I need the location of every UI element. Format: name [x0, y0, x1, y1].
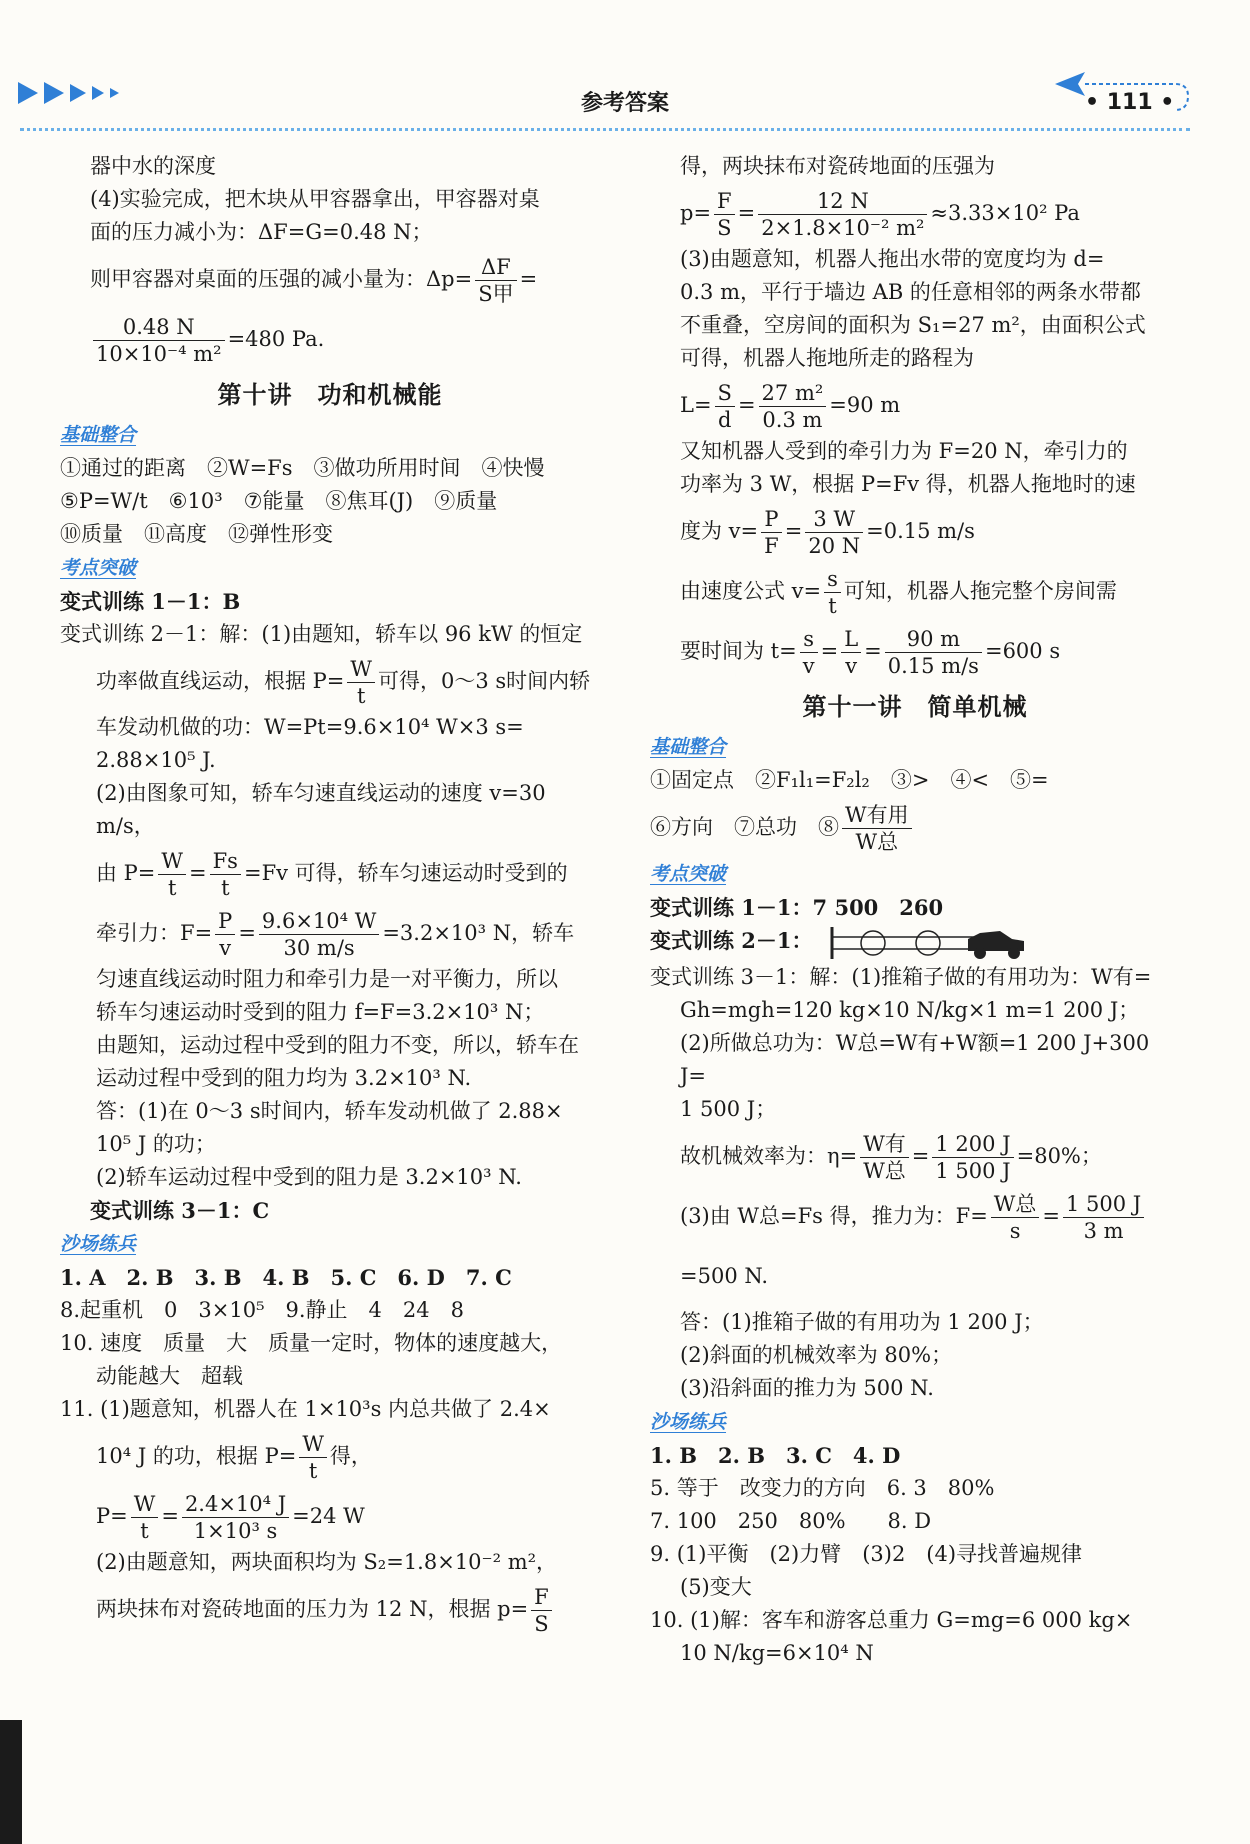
text-line: ①固定点 ②F₁l₁=F₂l₂ ③> ④< ⑤=	[650, 768, 1049, 792]
text-line: 不重叠，空房间的面积为 S₁=27 m²，由面积公式	[680, 313, 1146, 337]
text-line: 车发动机做的功：W=Pt=9.6×10⁴ W×3 s=	[96, 715, 524, 739]
text-line: 器中水的深度	[90, 154, 216, 178]
text-line: 轿车匀速运动时受到的阻力 f=F=3.2×10³ N；	[96, 1000, 545, 1024]
formula-line: 10⁴ J 的功，根据 P= $\frac{W}{t}$ 得，	[96, 1432, 372, 1483]
formula-line: 要时间为 t= $\frac{s}{v}$ = $\frac{L}{v}$ = $\frac{90 m}{0.15 m/s}$ =600 s	[680, 627, 1061, 678]
text-line: 10⁵ J 的功；	[96, 1132, 216, 1156]
answer-row: 9. (1)平衡 (2)力臂 (3)2 (4)寻找普遍规律	[650, 1541, 1083, 1566]
text-line: 变式训练 3－1：解：(1)推箱子做的有用功为：W有=	[650, 964, 1152, 989]
text-line: 由题知，运动过程中受到的阻力不变，所以，轿车在	[96, 1033, 579, 1057]
pulley-car-diagram-icon	[828, 925, 1028, 961]
text-line: (2)由题意知，两块面积均为 S₂=1.8×10⁻² m²，	[96, 1550, 558, 1574]
formula-line: (3)由 W总=Fs 得，推力为：F= $\frac{\text{W总}}{s}$ = $\frac{1 500 J}{3 m}$ =500 N.	[650, 1186, 1180, 1306]
text-line: 1 500 J；	[680, 1096, 777, 1121]
text-line: 2.88×10⁵ J.	[96, 748, 216, 772]
answer-row: 动能越大 超载	[96, 1364, 243, 1388]
answer-row: 8.起重机 0 3×10⁵ 9.静止 4 24 8	[60, 1298, 464, 1322]
answer-row: 10. 速度 质量 大 质量一定时，物体的速度越大，	[60, 1331, 563, 1355]
text-line: 答：(1)推箱子做的有用功为 1 200 J；	[680, 1309, 1044, 1334]
formula-line: 由 P= $\frac{W}{t}$ = $\frac{Fs}{t}$ =Fv 可得，轿车匀速运动时受到的	[96, 849, 568, 900]
text-line: Gh=mgh=120 kg×10 N/kg×1 m=1 200 J；	[680, 997, 1140, 1022]
text-line: (4)实验完成，把木块从甲容器拿出，甲容器对桌	[90, 187, 540, 211]
subsection-label: 基础整合	[650, 736, 727, 758]
text-line: 匀速直线运动时阻力和牵引力是一对平衡力，所以	[96, 967, 558, 991]
text-line: 0.3 m，平行于墙边 AB 的任意相邻的两条水带都	[680, 280, 1141, 304]
subsection-label: 基础整合	[60, 424, 137, 446]
text-line: 变式训练 3－1：C	[90, 1198, 270, 1223]
section-title: 第十讲 功和机械能	[217, 381, 443, 409]
answer-row: 5. 等于 改变力的方向 6. 3 80%	[650, 1475, 995, 1500]
formula-line: 两块抹布对瓷砖地面的压力为 12 N，根据 p= $\frac{F}{S}$	[60, 1579, 600, 1639]
left-column	[60, 150, 600, 1639]
formula-line: p= $\frac{F}{S}$ = $\frac{12 N}{\text{2×1.8×10⁻² m²}}$ ≈3.33×10² Pa	[680, 189, 1080, 240]
formula-line: L= $\frac{S}{d}$ = $\frac{\text{27 m²}}{0.3 m}$ =90 m	[680, 381, 901, 432]
text-line: (2)所做总功为：W总=W有+W额=1 200 J+300 J=	[680, 1030, 1150, 1088]
text-line: (2)斜面的机械效率为 80%；	[680, 1342, 953, 1367]
text-line: 答：(1)在 0～3 s时间内，轿车发动机做了 2.88×	[96, 1099, 563, 1123]
section-title: 第十一讲 简单机械	[802, 693, 1028, 721]
text-line: 可得，机器人拖地所走的路程为	[680, 346, 974, 370]
formula-line: 功率做直线运动，根据 P= $\frac{W}{t}$ 可得，0～3 s时间内轿	[96, 657, 591, 708]
answer-row: (5)变大	[680, 1574, 752, 1599]
text-line: ①通过的距离 ②W=Fs ③做功所用时间 ④快慢	[60, 456, 545, 480]
text-line: 功率为 3 W，根据 P=Fv 得，机器人拖地时的速	[680, 472, 1136, 496]
subsection-label: 沙场练兵	[650, 1410, 727, 1433]
text-line: (3)由题意知，机器人拖出水带的宽度均为 d=	[680, 247, 1105, 271]
text-line: ⑩质量 ⑪高度 ⑫弹性形变	[60, 522, 333, 546]
text-line: 变式训练 1－1：7 500 260	[650, 895, 944, 920]
formula-line: ⑥方向 ⑦总功 ⑧ $\frac{\text{W有用}}{\text{W总}}$	[650, 797, 1180, 857]
text-line: ⑤P=W/t ⑥10³ ⑦能量 ⑧焦耳(J) ⑨质量	[60, 489, 498, 513]
page-number: • 111 •	[1085, 90, 1175, 115]
answer-row: 1. A 2. B 3. B 4. B 5. C 6. D 7. C	[60, 1265, 512, 1290]
page-header	[0, 0, 1250, 140]
text-line: 变式训练 1－1：B	[60, 589, 241, 614]
subsection-label: 沙场练兵	[60, 1233, 137, 1255]
text-line: (2)轿车运动过程中受到的阻力是 3.2×10³ N.	[96, 1165, 522, 1189]
answer-row: 1. B 2. B 3. C 4. D	[650, 1442, 901, 1468]
answer-row: 10. (1)解：客车和游客总重力 G=mg=6 000 kg×	[650, 1607, 1133, 1632]
right-column	[650, 150, 1180, 1670]
text-line: 运动过程中受到的阻力均为 3.2×10³ N.	[96, 1066, 472, 1090]
formula-line: $\frac{0.48 N}{\text{10×10⁻⁴ m²}}$ =480 Pa.	[60, 309, 600, 369]
formula-line: 牵引力：F= $\frac{P}{v}$ = $\frac{\text{9.6×10⁴ W}}{30 m/s}$ =3.2×10³ N，轿车	[96, 909, 575, 960]
text-line: (2)由图象可知，轿车匀速直线运动的速度 v=30 m/s，	[96, 781, 546, 838]
header-divider	[20, 128, 1190, 131]
text-line: (3)沿斜面的推力为 500 N.	[680, 1375, 934, 1400]
subsection-label: 考点突破	[60, 557, 137, 579]
formula-line: 度为 v= $\frac{P}{F}$ = $\frac{3 W}{20 N}$ =0.15 m/s	[680, 507, 975, 558]
answer-row: 11. (1)题意知，机器人在 1×10³s 内总共做了 2.4×	[60, 1397, 551, 1421]
text-line: 变式训练 2－1：解：(1)由题知，轿车以 96 kW 的恒定	[60, 622, 583, 646]
formula-line: P= $\frac{W}{t}$ = $\frac{\text{2.4×10⁴ J}}{\text{1×10³ s}}$ =24 W	[96, 1492, 365, 1543]
formula-line: 由速度公式 v= $\frac{s}{t}$ 可知，机器人拖完整个房间需	[680, 567, 1117, 618]
answer-row: 7. 100 250 80% 8. D	[650, 1508, 932, 1533]
text-line: 面的压力减小为：ΔF=G=0.48 N；	[90, 220, 433, 244]
header-title: 参考答案	[580, 91, 669, 116]
answer-row: 10 N/kg=6×10⁴ N	[680, 1640, 874, 1665]
pulley-diagram-row: 变式训练 2－1：	[650, 924, 1180, 961]
subsection-label: 考点突破	[650, 863, 727, 885]
page-edge-shadow	[0, 1720, 22, 1844]
text-line: 得，两块抹布对瓷砖地面的压强为	[680, 154, 995, 178]
text-line: 又知机器人受到的牵引力为 F=20 N，牵引力的	[680, 439, 1128, 463]
formula-line: 则甲容器对桌面的压强的减小量为：Δp= $\frac{\Delta F}{\text{S甲}}$ =	[90, 255, 538, 306]
formula-line: 故机械效率为：η= $\frac{\text{W有}}{\text{W总}}$ = $\frac{1 200 J}{1 500 J}$ =80%；	[680, 1131, 1102, 1183]
